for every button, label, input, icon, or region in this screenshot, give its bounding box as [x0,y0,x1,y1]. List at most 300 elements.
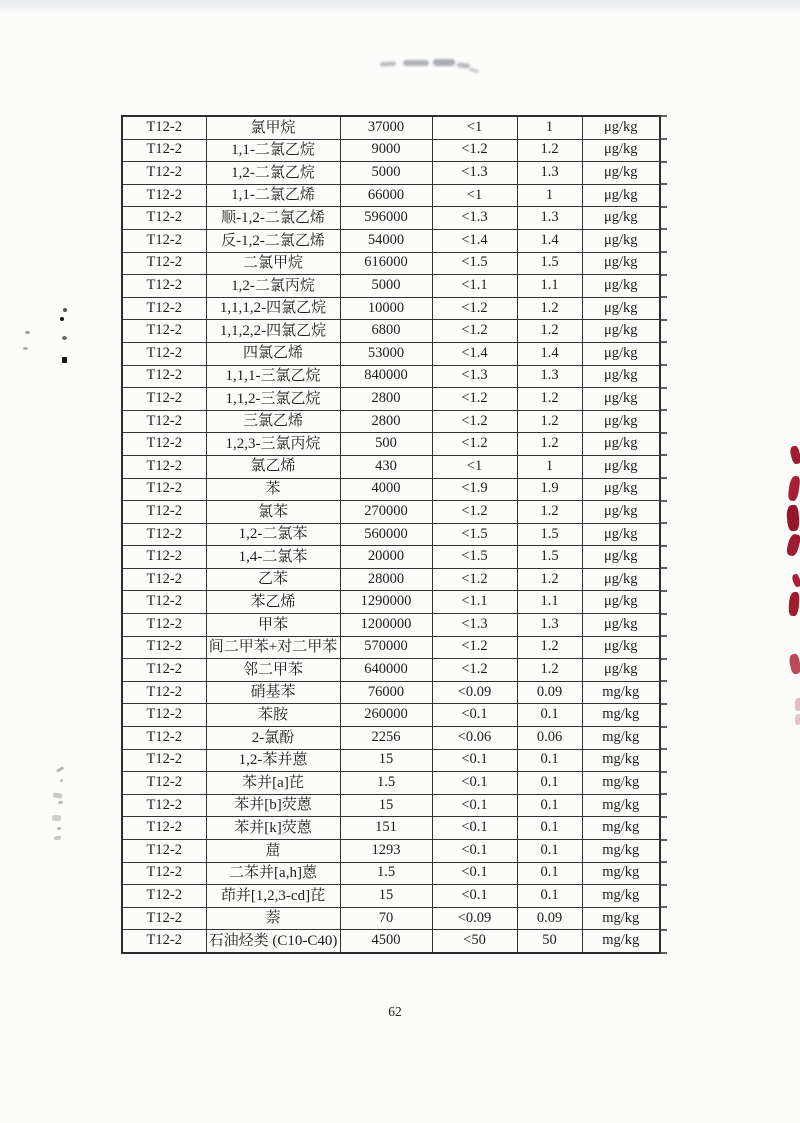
sample-id-cell: T12-2 [122,546,206,569]
table-row [122,817,660,840]
detection-limit-cell: 1.2 [517,410,582,433]
unit-cell: μg/kg [582,207,660,230]
table-row [122,862,660,885]
chemical-name-cell: 顺-1,2-二氯乙烯 [206,207,340,230]
unit-cell: mg/kg [582,907,660,930]
sample-id-cell: T12-2 [122,252,206,275]
screening-value-cell: 76000 [340,681,432,704]
result-cell: <0.1 [432,794,517,817]
detection-limit-cell: 0.1 [517,704,582,727]
sample-id-cell: T12-2 [122,116,206,139]
sample-id-cell: T12-2 [122,568,206,591]
smudge-stroke [433,59,455,66]
table-row [122,275,660,298]
unit-cell: mg/kg [582,704,660,727]
screening-value-cell: 2256 [340,727,432,750]
smudge-stroke [403,60,429,66]
detection-limit-cell: 1.2 [517,568,582,591]
sample-id-cell: T12-2 [122,139,206,162]
screening-value-cell: 53000 [340,342,432,365]
pencil-mark [54,835,62,840]
sample-id-cell: T12-2 [122,614,206,637]
result-cell: <1.1 [432,275,517,298]
screening-value-cell: 1.5 [340,862,432,885]
screening-value-cell: 1290000 [340,591,432,614]
screening-value-cell: 6800 [340,320,432,343]
screening-value-cell: 560000 [340,523,432,546]
ink-speck [25,331,30,334]
chemical-name-cell: 二氯甲烷 [206,252,340,275]
result-cell: <1.3 [432,207,517,230]
sample-id-cell: T12-2 [122,591,206,614]
screening-value-cell: 54000 [340,229,432,252]
result-cell: <1.4 [432,229,517,252]
ink-speck [60,317,64,321]
screening-value-cell: 2800 [340,388,432,411]
screening-value-cell: 66000 [340,184,432,207]
unit-cell: μg/kg [582,546,660,569]
table-row [122,433,660,456]
red-ink-mark [795,698,800,711]
unit-cell: μg/kg [582,523,660,546]
unit-cell: μg/kg [582,501,660,524]
row-line-overhang [659,432,667,434]
row-line-overhang [659,161,667,163]
table-row [122,320,660,343]
table-row [122,162,660,185]
result-cell: <1.5 [432,546,517,569]
table-row [122,478,660,501]
ink-speck [62,357,67,363]
chemical-name-cell: 氯乙烯 [206,455,340,478]
row-line-overhang [659,115,667,117]
sample-id-cell: T12-2 [122,455,206,478]
result-cell: <1.5 [432,252,517,275]
chemical-name-cell: 苯并[k]荧蒽 [206,817,340,840]
unit-cell: mg/kg [582,727,660,750]
chemical-name-cell: 萘 [206,907,340,930]
detection-limit-cell: 1.3 [517,162,582,185]
row-line-overhang [659,409,667,411]
result-cell: <1.2 [432,320,517,343]
detection-limit-cell: 1.2 [517,297,582,320]
chemical-name-cell: 1,4-二氯苯 [206,546,340,569]
table-row [122,365,660,388]
detection-limit-cell: 1.5 [517,523,582,546]
table-row [122,681,660,704]
table-row [122,229,660,252]
unit-cell: μg/kg [582,568,660,591]
screening-value-cell: 70 [340,907,432,930]
results-table-body [122,116,660,953]
unit-cell: mg/kg [582,749,660,772]
row-line-overhang [659,658,667,660]
sample-id-cell: T12-2 [122,275,206,298]
unit-cell: μg/kg [582,297,660,320]
table-row [122,252,660,275]
chemical-name-cell: 䓛 [206,840,340,863]
sample-id-cell: T12-2 [122,410,206,433]
smudge-stroke [380,62,396,67]
table-row [122,885,660,908]
detection-limit-cell: 1.3 [517,614,582,637]
chemical-name-cell: 苯 [206,478,340,501]
table-row [122,636,660,659]
row-line-overhang [659,703,667,705]
table-row [122,591,660,614]
unit-cell: μg/kg [582,410,660,433]
result-cell: <0.1 [432,704,517,727]
detection-limit-cell: 1 [517,455,582,478]
unit-cell: μg/kg [582,478,660,501]
result-cell: <1.4 [432,342,517,365]
result-cell: <1.2 [432,636,517,659]
detection-limit-cell: 1.4 [517,342,582,365]
row-line-overhang [659,635,667,637]
row-line-overhang [659,793,667,795]
screening-value-cell: 15 [340,794,432,817]
row-line-overhang [659,251,667,253]
chemical-name-cell: 苯并[b]荧蒽 [206,794,340,817]
sample-id-cell: T12-2 [122,885,206,908]
result-cell: <0.06 [432,727,517,750]
table-row [122,546,660,569]
red-ink-mark [786,505,800,532]
sample-id-cell: T12-2 [122,817,206,840]
row-line-overhang [659,680,667,682]
screening-value-cell: 270000 [340,501,432,524]
screening-value-cell: 28000 [340,568,432,591]
screening-value-cell: 10000 [340,297,432,320]
screening-value-cell: 5000 [340,275,432,298]
sample-id-cell: T12-2 [122,772,206,795]
row-line-overhang [659,454,667,456]
table-row [122,749,660,772]
chemical-name-cell: 1,1,2,2-四氯乙烷 [206,320,340,343]
red-ink-mark [789,445,800,465]
result-cell: <1.2 [432,410,517,433]
row-line-overhang [659,816,667,818]
result-cell: <1.3 [432,614,517,637]
table-row [122,840,660,863]
sample-id-cell: T12-2 [122,840,206,863]
detection-limit-cell: 1 [517,184,582,207]
sample-id-cell: T12-2 [122,636,206,659]
row-line-overhang [659,364,667,366]
result-cell: <1.2 [432,568,517,591]
row-line-overhang [659,545,667,547]
screening-value-cell: 640000 [340,659,432,682]
chemical-name-cell: 甲苯 [206,614,340,637]
chemical-name-cell: 1,1-二氯乙烯 [206,184,340,207]
unit-cell: μg/kg [582,116,660,139]
chemical-name-cell: 1,2-二氯乙烷 [206,162,340,185]
red-ink-mark [788,653,800,675]
unit-cell: μg/kg [582,139,660,162]
detection-limit-cell: 0.1 [517,862,582,885]
sample-id-cell: T12-2 [122,478,206,501]
table-row [122,704,660,727]
row-line-overhang [659,274,667,276]
row-line-overhang [659,138,667,140]
screening-value-cell: 9000 [340,139,432,162]
pencil-mark [53,792,63,798]
sample-id-cell: T12-2 [122,523,206,546]
detection-limit-cell: 1.1 [517,275,582,298]
chemical-name-cell: 三氯乙烯 [206,410,340,433]
row-line-overhang [659,206,667,208]
row-line-overhang [659,296,667,298]
detection-limit-cell: 0.1 [517,772,582,795]
detection-limit-cell: 1.4 [517,229,582,252]
ink-speck [23,347,28,350]
results-table [121,115,661,954]
detection-limit-cell: 0.1 [517,749,582,772]
sample-id-cell: T12-2 [122,681,206,704]
ink-speck [63,308,67,312]
detection-limit-cell: 1.5 [517,252,582,275]
screening-value-cell: 260000 [340,704,432,727]
screening-value-cell: 570000 [340,636,432,659]
unit-cell: mg/kg [582,794,660,817]
result-cell: <1.2 [432,139,517,162]
screening-value-cell: 151 [340,817,432,840]
detection-limit-cell: 1.2 [517,388,582,411]
chemical-name-cell: 1,1,1,2-四氯乙烷 [206,297,340,320]
row-line-overhang [659,228,667,230]
screening-value-cell: 840000 [340,365,432,388]
chemical-name-cell: 苯胺 [206,704,340,727]
result-cell: <0.09 [432,907,517,930]
chemical-name-cell: 苯乙烯 [206,591,340,614]
page-number: 62 [388,1004,402,1019]
chemical-name-cell: 2-氯酚 [206,727,340,750]
table-row [122,568,660,591]
chemical-name-cell: 二苯并[a,h]蒽 [206,862,340,885]
table-row [122,907,660,930]
table-row [122,184,660,207]
unit-cell: μg/kg [582,433,660,456]
detection-limit-cell: 1.2 [517,320,582,343]
sample-id-cell: T12-2 [122,907,206,930]
screening-value-cell: 1200000 [340,614,432,637]
detection-limit-cell: 0.1 [517,885,582,908]
screening-value-cell: 1.5 [340,772,432,795]
table-row [122,772,660,795]
chemical-name-cell: 1,2-二氯丙烷 [206,275,340,298]
row-line-overhang [659,861,667,863]
red-ink-mark [791,573,800,588]
table-row [122,614,660,637]
chemical-name-cell: 1,2,3-三氯丙烷 [206,433,340,456]
sample-id-cell: T12-2 [122,501,206,524]
unit-cell: μg/kg [582,591,660,614]
unit-cell: mg/kg [582,885,660,908]
detection-limit-cell: 0.09 [517,681,582,704]
sample-id-cell: T12-2 [122,704,206,727]
chemical-name-cell: 氯苯 [206,501,340,524]
row-line-overhang [659,613,667,615]
table-row [122,523,660,546]
row-line-overhang [659,906,667,908]
row-line-overhang [659,319,667,321]
pencil-mark [52,815,61,822]
detection-limit-cell: 0.1 [517,794,582,817]
detection-limit-cell: 1.3 [517,365,582,388]
result-cell: <0.1 [432,817,517,840]
unit-cell: μg/kg [582,388,660,411]
detection-limit-cell: 1.2 [517,636,582,659]
chemical-name-cell: 1,2-二氯苯 [206,523,340,546]
detection-limit-cell: 0.09 [517,907,582,930]
result-cell: <0.1 [432,749,517,772]
red-ink-mark [795,714,800,725]
result-cell: <1.2 [432,297,517,320]
ink-speck [62,336,67,340]
unit-cell: μg/kg [582,636,660,659]
chemical-name-cell: 四氯乙烯 [206,342,340,365]
detection-limit-cell: 0.1 [517,840,582,863]
result-cell: <0.1 [432,772,517,795]
screening-value-cell: 4000 [340,478,432,501]
screening-value-cell: 5000 [340,162,432,185]
detection-limit-cell: 1.2 [517,433,582,456]
sample-id-cell: T12-2 [122,342,206,365]
unit-cell: μg/kg [582,365,660,388]
result-cell: <1 [432,184,517,207]
red-ink-mark [786,533,800,557]
sample-id-cell: T12-2 [122,162,206,185]
chemical-name-cell: 1,1,2-三氯乙烷 [206,388,340,411]
sample-id-cell: T12-2 [122,727,206,750]
chemical-name-cell: 硝基苯 [206,681,340,704]
sample-id-cell: T12-2 [122,207,206,230]
unit-cell: μg/kg [582,320,660,343]
table-row [122,410,660,433]
pencil-mark [60,779,63,782]
red-ink-mark [788,592,800,617]
result-cell: <0.09 [432,681,517,704]
row-line-overhang [659,522,667,524]
table-row [122,342,660,365]
row-line-overhang [659,477,667,479]
detection-limit-cell: 0.06 [517,727,582,750]
chemical-name-cell: 反-1,2-二氯乙烯 [206,229,340,252]
screening-value-cell: 37000 [340,116,432,139]
unit-cell: μg/kg [582,252,660,275]
screening-value-cell: 2800 [340,410,432,433]
screening-value-cell: 15 [340,885,432,908]
table-row [122,388,660,411]
sample-id-cell: T12-2 [122,184,206,207]
unit-cell: mg/kg [582,817,660,840]
result-cell: <50 [432,930,517,953]
result-cell: <0.1 [432,885,517,908]
result-cell: <0.1 [432,840,517,863]
row-line-overhang [659,590,667,592]
result-cell: <1.3 [432,162,517,185]
unit-cell: μg/kg [582,342,660,365]
table-row [122,139,660,162]
table-row [122,501,660,524]
result-cell: <1.1 [432,591,517,614]
chemical-name-cell: 1,1,1-三氯乙烷 [206,365,340,388]
screening-value-cell: 4500 [340,930,432,953]
screening-value-cell: 15 [340,749,432,772]
screening-value-cell: 596000 [340,207,432,230]
row-line-overhang [659,771,667,773]
row-line-overhang [659,341,667,343]
sample-id-cell: T12-2 [122,365,206,388]
detection-limit-cell: 1.1 [517,591,582,614]
row-line-overhang [659,387,667,389]
detection-limit-cell: 1.5 [517,546,582,569]
table-row [122,659,660,682]
screening-value-cell: 430 [340,455,432,478]
chemical-name-cell: 苯并[a]芘 [206,772,340,795]
sample-id-cell: T12-2 [122,930,206,953]
screening-value-cell: 20000 [340,546,432,569]
unit-cell: μg/kg [582,614,660,637]
row-line-overhang [659,839,667,841]
sample-id-cell: T12-2 [122,388,206,411]
pencil-mark [57,827,61,830]
unit-cell: mg/kg [582,681,660,704]
unit-cell: μg/kg [582,275,660,298]
detection-limit-cell: 0.1 [517,817,582,840]
table-row [122,727,660,750]
result-cell: <1.5 [432,523,517,546]
unit-cell: μg/kg [582,659,660,682]
row-line-overhang [659,500,667,502]
table-row [122,930,660,953]
detection-limit-cell: 1.3 [517,207,582,230]
row-line-overhang [659,884,667,886]
chemical-name-cell: 茚并[1,2,3-cd]芘 [206,885,340,908]
table-row [122,207,660,230]
unit-cell: μg/kg [582,162,660,185]
table-row [122,297,660,320]
chemical-name-cell: 1,2-苯并蒽 [206,749,340,772]
row-line-overhang [659,952,667,954]
screening-value-cell: 1293 [340,840,432,863]
row-line-overhang [659,726,667,728]
unit-cell: mg/kg [582,862,660,885]
chemical-name-cell: 氯甲烷 [206,116,340,139]
smudge-stroke [457,62,470,68]
detection-limit-cell: 1.2 [517,139,582,162]
chemical-name-cell: 乙苯 [206,568,340,591]
result-cell: <1.3 [432,365,517,388]
chemical-name-cell: 间二甲苯+对二甲苯 [206,636,340,659]
result-cell: <0.1 [432,862,517,885]
unit-cell: μg/kg [582,455,660,478]
pencil-mark [56,766,64,772]
screening-value-cell: 616000 [340,252,432,275]
detection-limit-cell: 50 [517,930,582,953]
unit-cell: μg/kg [582,184,660,207]
red-ink-mark [787,475,800,501]
sample-id-cell: T12-2 [122,794,206,817]
row-line-overhang [659,748,667,750]
sample-id-cell: T12-2 [122,320,206,343]
result-cell: <1.2 [432,433,517,456]
table-row [122,794,660,817]
sample-id-cell: T12-2 [122,433,206,456]
chemical-name-cell: 1,1-二氯乙烷 [206,139,340,162]
row-line-overhang [659,929,667,931]
result-cell: <1.2 [432,501,517,524]
